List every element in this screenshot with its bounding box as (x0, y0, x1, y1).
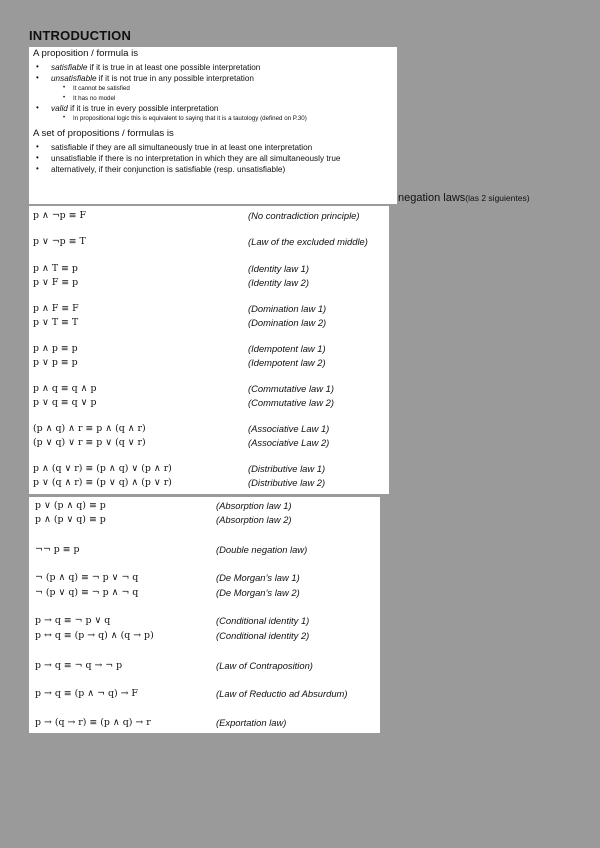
law-name: (Double negation law) (216, 544, 308, 555)
definition-text: if it is true in at least one possible interpretation (87, 62, 261, 72)
law-formula: p → q ≡ ¬ p ∨ q (35, 615, 111, 626)
law-formula: p ∧ T ≡ p (33, 263, 78, 274)
law-formula: p ∧ (p ∨ q) ≡ p (35, 514, 106, 525)
sub-list (51, 114, 393, 124)
term-satisfiable: satisfiable (51, 62, 88, 72)
set-formula-lead: A set of propositions / formulas is (33, 127, 174, 139)
law-name: (Idempotent law 2) (248, 357, 326, 368)
law-name: (Conditional identity 1) (216, 615, 310, 626)
sub-list (51, 84, 393, 103)
law-name: (De Morgan’s law 2) (216, 587, 300, 598)
sub-item: • It cannot be satisfied (73, 84, 393, 94)
single-formula-list (33, 62, 393, 124)
law-name: (De Morgan’s law 1) (216, 572, 300, 583)
sub-item: • It has no model (73, 94, 393, 104)
law-name: (Law of Contraposition) (216, 660, 313, 671)
law-name: (Associative Law 1) (248, 423, 330, 434)
law-formula: p → q ≡ ¬ q → ¬ p (35, 660, 123, 671)
law-formula: ¬ (p ∨ q) ≡ ¬ p ∧ ¬ q (35, 587, 139, 598)
law-formula: p ∨ (p ∧ q) ≡ p (35, 500, 106, 511)
intro-definitions-panel (29, 47, 397, 204)
law-name: (Commutative law 2) (248, 397, 334, 408)
law-name: (Absorption law 2) (216, 514, 292, 525)
law-formula: p → (q → r) ≡ (p ∧ q) → r (35, 717, 151, 728)
page-title: INTRODUCTION (29, 28, 132, 43)
definition-satisfiable (51, 62, 393, 73)
law-name: (Conditional identity 2) (216, 630, 310, 641)
law-formula: p ∧ p ≡ p (33, 343, 78, 354)
law-name: (Absorption law 1) (216, 500, 292, 511)
law-name: (Domination law 2) (248, 317, 327, 328)
law-name: (Idempotent law 1) (248, 343, 326, 354)
equivalence-laws-panel-2 (29, 497, 380, 733)
law-name: (Distributive law 1) (248, 463, 326, 474)
law-name: (Domination law 1) (248, 303, 327, 314)
law-formula: p ∨ ¬p ≡ T (33, 236, 86, 247)
definition-text: if it is not true in any possible interpretation (96, 74, 254, 83)
law-formula: p ∨ F ≡ p (33, 277, 79, 288)
definition-valid (51, 103, 393, 124)
law-formula: ¬¬ p ≡ p (35, 544, 80, 555)
law-name: (Associative Law 2) (248, 437, 330, 448)
law-formula: p ∨ T ≡ T (33, 317, 79, 328)
law-name: (Law of Reductio ad Absurdum) (216, 688, 348, 699)
law-formula: p ∧ q ≡ q ∧ p (33, 383, 97, 394)
note-small: (las 2 siguientes) (465, 193, 530, 203)
law-name: (Identity law 1) (248, 263, 309, 274)
single-formula-lead: A proposition / formula is (33, 48, 139, 59)
law-formula: p ∨ (q ∧ r) ≡ (p ∨ q) ∧ (p ∨ r) (33, 477, 172, 488)
law-name: (Exportation law) (216, 717, 287, 728)
law-formula: p ∧ ¬p ≡ F (33, 210, 86, 221)
law-formula: p ∧ (q ∨ r) ≡ (p ∧ q) ∨ (p ∧ r) (33, 463, 172, 474)
set-item: • unsatisfiable if there is no interpretation in which they are all simultaneously true (51, 153, 393, 164)
law-name: (Law of the excluded middle) (248, 236, 368, 247)
law-name: (Distributive law 2) (248, 477, 326, 488)
law-formula: (p ∧ q) ∧ r ≡ p ∧ (q ∧ r) (33, 423, 146, 434)
law-name: (Commutative law 1) (248, 383, 334, 394)
law-formula: ¬ (p ∧ q) ≡ ¬ p ∨ ¬ q (35, 572, 139, 583)
law-formula: p ∨ q ≡ q ∨ p (33, 397, 97, 408)
sub-item: • In propositional logic this is equivalent to saying that it is a tautology (defined on P.30) (73, 114, 393, 124)
definition-text: if it is true in every possible interpretation (67, 104, 219, 114)
law-name: (Identity law 2) (248, 277, 309, 288)
law-formula: p → q ≡ (p ∧ ¬ q) → F (35, 688, 138, 699)
law-formula: p ∨ p ≡ p (33, 357, 78, 368)
law-name: (No contradiction principle) (248, 210, 360, 221)
law-formula: p ↔ q ≡ (p → q) ∧ (q → p) (35, 630, 154, 641)
law-formula: (p ∨ q) ∨ r ≡ p ∨ (q ∨ r) (33, 437, 146, 448)
law-formula: p ∧ F ≡ F (33, 303, 79, 314)
term-unsatisfiable: unsatisfiable (51, 74, 97, 83)
set-item: • satisfiable if they are all simultaneously true in at least one interpretation (51, 142, 393, 153)
note-main: negation laws (398, 192, 466, 204)
term-valid: valid (51, 104, 68, 114)
set-item: • alternatively, if their conjunction is satisfiable (resp. unsatisfiable) (51, 164, 393, 175)
equivalence-laws-panel-1 (29, 206, 389, 494)
definition-unsatisfiable (51, 73, 393, 103)
set-formula-list (33, 142, 393, 175)
negation-laws-note (398, 192, 530, 204)
